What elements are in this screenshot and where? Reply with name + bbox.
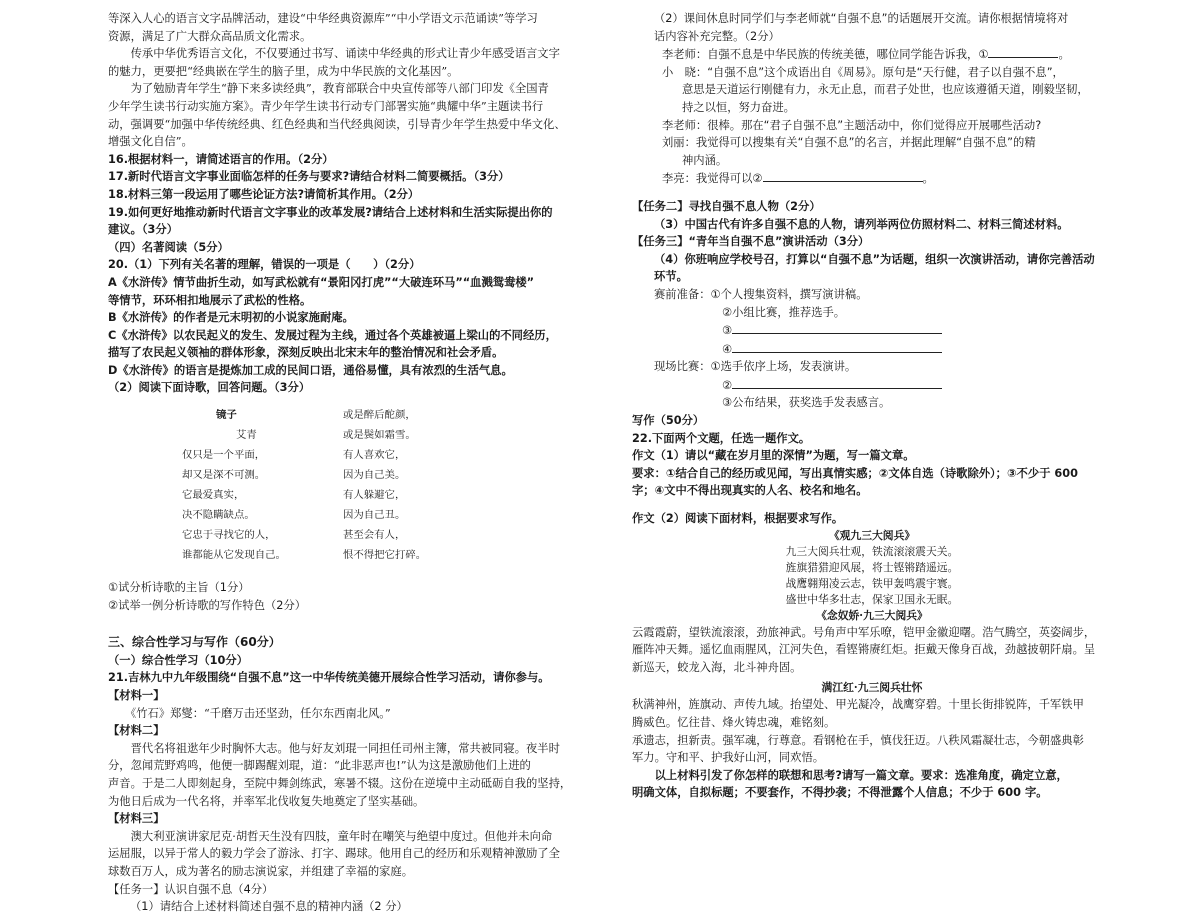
question-line: （2）课间休息时同学们与李老师就“自强不息”的话题展开交流。请你根据情境将对 — [654, 12, 1069, 25]
live-item-2: ② — [722, 378, 733, 392]
dialog-line — [632, 81, 1112, 99]
poem-left-line: 它忠于寻找它的人， — [182, 529, 276, 542]
question-20-line: （2）阅读下面诗歌，回答问题。（3分） — [108, 381, 311, 395]
dialog-line — [632, 45, 1112, 64]
intro-line: 增强文化自信”。 — [108, 135, 193, 149]
essay-2-intro: 作文（2）阅读下面材料，根据要求写作。 — [632, 512, 844, 526]
subsection-heading-learning: （一）综合性学习（10分） — [108, 653, 248, 667]
dialog-tail: 。 — [1058, 48, 1070, 62]
poem-line: 旌旗猎猎迎风展，将士铿锵踏遥远。 — [785, 560, 959, 574]
poem-mirror — [108, 405, 578, 565]
material-2-line: 分，忽闻荒野鸡鸣，他便一脚踢醒刘琨，道：“此非恶声也!”认为这是激励他们上进的 — [108, 759, 531, 773]
material-2-label: 【材料二】 — [108, 724, 165, 738]
question-20-line: C《水浒传》以农民起义的发生、发展过程为主线，通过各个英雄被逼上梁山的不同经历， — [108, 328, 557, 342]
intro-line: 为了勉励青年学生“静下来多读经典”，教育部联合中央宣传部等八部门印发《全国青 — [108, 82, 549, 96]
task-3-heading: 【任务三】“青年当自强不息”演讲活动（3分） — [632, 235, 870, 249]
question-line: 建议。（3分） — [108, 223, 178, 237]
material-intro-text — [108, 10, 578, 151]
poem-parade-2-text — [632, 624, 1112, 677]
intro-line: 传承中华优秀语言文化，不仅要通过书写、诵读中华经典的形式让青少年感受语言文字 — [108, 47, 560, 61]
poem-line: 云霞霞蔚，望铁流滚滚，劲旅神武。号角声中军乐嘹，铠甲金徽迎曙。浩气腾空，英姿阔步， — [632, 625, 1096, 639]
section-heading-classic-reading: （四）名著阅读（5分） — [108, 240, 229, 254]
task-2-question: （3）中国古代有许多自强不息的人物，请列举两位仿照材料二、材料三简述材料。 — [654, 217, 1069, 231]
poem-line: 战鹰翱翔凌云志，铁甲轰鸣震宇寰。 — [785, 576, 959, 590]
answer-blank[interactable] — [732, 321, 942, 334]
material-1-label: 【材料一】 — [108, 689, 165, 703]
material-1-text: 《竹石》郑燮：“千磨万击还坚劲，任尔东西南北风。” — [108, 706, 391, 720]
poem-right-line: 因为自己美。 — [343, 469, 406, 482]
question-21-2 — [632, 10, 1112, 45]
task-2-heading: 【任务二】寻找自强不息人物（2分） — [632, 199, 821, 213]
essay-1-line: 作文（1）请以“藏在岁月里的深情”为题，写一篇文章。 — [632, 449, 915, 463]
question-20-line: 等情节，环环相扣地展示了武松的性格。 — [108, 293, 312, 307]
poem-left-line: 谁都能从它发现自己。 — [182, 549, 286, 562]
poem-right-line: 因为自己丑。 — [343, 509, 406, 522]
dialog-line — [632, 117, 1112, 135]
material-2-line: 声音。于是二人即刻起身，至院中舞剑练武，寒暑不辍。这份在逆境中主动砥砺自我的坚持， — [108, 777, 572, 790]
poem-left-line: 它最爱真实， — [182, 489, 245, 502]
question-20-line: B《水浒传》的作者是元末明初的小说家施耐庵。 — [108, 311, 354, 325]
task-1-heading: 【任务一】认识自强不息（4分） — [108, 882, 274, 896]
poem-line: 承遗志，担新责。强军魂，行尊意。看钢枪在手，慎伐狂迈。八秩风霜凝壮志，今朝盛典彰 — [632, 733, 1084, 747]
left-column — [108, 10, 578, 916]
question-21-intro: 21.吉林九中九年级围绕“自强不息”这一中华传统美德开展综合性学习活动，请你参与。 — [108, 671, 550, 685]
material-2-line: 为他日后成为一代名将，并率军北伐收复失地奠定了坚实基础。 — [108, 794, 425, 808]
dialog-line — [632, 134, 1112, 152]
question-20-line: D《水浒传》的语言是提炼加工成的民间口语，通俗易懂，具有浓烈的生活气息。 — [108, 363, 513, 377]
task-1-question-1: （1）请结合上述材料简述自强不息的精神内涵（2 分） — [130, 900, 408, 914]
question-22: 22.下面两个文题，任选一题作文。 — [632, 431, 811, 445]
dialog-text: 神内涵。 — [682, 153, 728, 167]
question-line: 19.如何更好地推动新时代语言文字事业的改革发展?请结合上述材料和生活实际提出你的 — [108, 205, 553, 219]
material-3-line: 运屈服，以异于常人的毅力学会了游泳、打字、踢球。他用自己的经历和乐观精神激励了全 — [108, 847, 560, 861]
poem-line: 新巡天，蛟龙入海，北斗神舟固。 — [632, 660, 802, 674]
essay-1-line: 要求：①结合自己的经历或见闻，写出真情实感；②文体自选（诗歌除外）；③不少于 600 — [632, 466, 1078, 480]
live-steps — [632, 358, 1112, 412]
live-label: 现场比赛： — [654, 360, 711, 374]
poem-line: 秋满神州，旌旗动、声传九域。抬望处、甲光凝冷，战鹰穿碧。十里长街排锐阵，千军铁甲 — [632, 698, 1084, 712]
live-item-3: ③公布结果，获奖选手发表感言。 — [722, 396, 891, 410]
poem-left-line: 却又是深不可测。 — [182, 469, 266, 482]
answer-blank[interactable] — [732, 340, 942, 353]
dialog-text: 李亮：我觉得可以② — [662, 172, 763, 186]
poem-question-2: ②试举一例分析诗歌的写作特色（2分） — [108, 598, 307, 612]
essay-2-requirement-line: 以上材料引发了你怎样的联想和思考?请写一篇文章。要求：选准角度，确定立意， — [632, 768, 1068, 782]
material-3-label: 【材料三】 — [108, 812, 165, 826]
intro-line: 资源，满足了广大群众高品质文化需求。 — [108, 29, 312, 43]
intro-line: 少年学生读书行动实施方案》。青少年学生读书行动专门部署实施“典耀中华”主题读书行 — [108, 99, 544, 113]
dialog-text: 小 晓：“自强不息”这个成语出自《周易》。原句是“天行健，君子以自强不息”， — [662, 65, 1064, 79]
material-3-text — [108, 828, 578, 881]
answer-blank[interactable] — [763, 169, 923, 182]
prep-label: 赛前准备： — [654, 287, 711, 301]
questions-16-19 — [108, 151, 578, 239]
dialog-text: 刘丽：我觉得可以搜集有关“自强不息”的名言，并据此理解“自强不息”的精 — [662, 136, 1036, 150]
essay-2-requirements — [632, 767, 1112, 802]
poem-parade-3-title: 满江红·九三阅兵壮怀 — [821, 681, 923, 695]
poem-line: 盛世中华多壮志，保家卫国永无眠。 — [785, 592, 959, 606]
dialog-line — [632, 169, 1112, 188]
poem-question-1: ①试分析诗歌的主旨（1分） — [108, 581, 250, 595]
dialog-tail: 。 — [922, 172, 934, 186]
essay-1-prompt — [632, 447, 1112, 500]
intro-line: 动，强调要“加强中华传统经典、红色经典和当代经典阅读，引导青少年学生热爱中华文化、 — [108, 117, 566, 131]
material-2-text — [108, 740, 578, 810]
poem-line: 军力。守和平、护我好山河，同欢悟。 — [632, 751, 825, 765]
prep-item-4: ④ — [722, 342, 733, 356]
poem-parade-2 — [632, 608, 1112, 624]
poem-parade-1 — [632, 528, 1112, 608]
question-20-line: A《水浒传》情节曲折生动，如写武松就有“景阳冈打虎”“大破连环马”“血溅鸳鸯楼” — [108, 275, 535, 289]
dialog-line — [632, 99, 1112, 117]
poem-left-line: 决不隐瞒缺点。 — [182, 509, 255, 522]
question-20 — [108, 256, 578, 397]
section-heading-comprehensive: 三、综合性学习与写作（60分） — [108, 635, 281, 650]
question-20-line: 20.（1）下列有关名著的理解，错误的一项是（ ）（2分） — [108, 258, 421, 272]
prep-item-1: ①个人搜集资料，撰写演讲稿。 — [710, 287, 868, 301]
dialog-line — [632, 64, 1112, 82]
material-3-line: 澳大利亚演讲家尼克·胡哲天生没有四肢，童年时在嘲笑与绝望中度过。但他并未向命 — [108, 829, 553, 843]
poem-title: 镜子 — [216, 409, 237, 422]
dialog-line — [632, 152, 1112, 170]
prep-item-2: ②小组比赛，推荐选手。 — [722, 305, 846, 319]
poem-left-line: 仅只是一个平面， — [182, 449, 266, 462]
dialog-text: 李老师：自强不息是中华民族的传统美德，哪位同学能告诉我，① — [662, 48, 989, 62]
poem-right-line: 或是醉后酡颜， — [343, 409, 416, 422]
dialog-text: 李老师：很棒。那在“君子自强不息”主题活动中，你们觉得应开展哪些活动? — [662, 118, 1042, 132]
essay-1-line: 字；④文中不得出现真实的人名、校名和地名。 — [632, 484, 868, 498]
poem-line: 雁阵冲天舞。遥忆血雨腥风，江河失色，看铿锵赓红炬。拒戴天像身百战，劲越披朝阡扇。呈 — [632, 643, 1096, 657]
poem-line: 腾威色。忆往昔、烽火铸忠魂，难铭刻。 — [632, 716, 836, 729]
question-20-line: 描写了农民起义领袖的群体形象，深刻反映出北宋末年的整治情况和社会矛盾。 — [108, 346, 504, 360]
intro-line: 等深入人心的语言文字品牌活动，建设“中华经典资源库”“中小学语文示范诵读”等学习 — [108, 12, 538, 25]
poem-parade-2-title: 《念奴娇·九三大阅兵》 — [816, 608, 928, 622]
poem-right-line: 恨不得把它打碎。 — [343, 549, 427, 562]
poem-author: 艾青 — [236, 429, 257, 442]
dialog-text: 意思是天道运行刚健有力，永无止息，而君子处世，也应该遵循天道，刚毅坚韧， — [682, 83, 1089, 97]
task-3-line: （4）你班响应学校号召，打算以“自强不息”为话题，组织一次演讲活动，请你完善活动 — [654, 252, 1095, 266]
question-line: 18.材料三第一段运用了哪些论证方法?请简析其作用。（2分） — [108, 187, 420, 201]
poem-right-line: 或是鬓如霜雪。 — [343, 429, 416, 442]
dialog-text: 持之以恒，努力奋进。 — [682, 100, 795, 114]
material-3-line: 球数百万人，成为著名的励志演说家，并组建了幸福的家庭。 — [108, 864, 414, 878]
poem-line: 九三大阅兵壮观，铁流滚滚震天关。 — [785, 544, 959, 558]
prep-steps — [632, 286, 1112, 358]
poem-parade-3 — [632, 680, 1112, 696]
question-line: 17.新时代语言文字事业面临怎样的任务与要求?请结合材料二简要概括。（3分） — [108, 170, 510, 184]
task-3-line: 环节。 — [654, 270, 688, 284]
prep-item-3: ③ — [722, 324, 733, 338]
poem-right-line: 有人喜欢它， — [343, 449, 406, 462]
poem-parade-3-text — [632, 696, 1112, 766]
live-item-1: ①选手依序上场，发表演讲。 — [710, 360, 857, 374]
answer-blank[interactable] — [732, 376, 942, 389]
answer-blank[interactable] — [988, 45, 1058, 58]
poem-right-line: 甚至会有人， — [343, 529, 406, 542]
dialog-block — [632, 45, 1112, 188]
task-3-question — [632, 251, 1112, 286]
poem-right-line: 有人躲避它， — [343, 489, 406, 502]
poem-parade-1-title: 《观九三大阅兵》 — [828, 528, 916, 542]
question-line: 16.根据材料一，请简述语言的作用。（2分） — [108, 152, 334, 166]
intro-line: 的魅力，更要把“经典嵌在学生的脑子里，成为中华民族的文化基因”。 — [108, 64, 459, 78]
essay-2-requirement-line: 明确文体，自拟标题；不要套作，不得抄袭；不得泄露个人信息；不少于 600 字。 — [632, 786, 1048, 800]
question-line: 话内容补充完整。（2分） — [654, 29, 780, 43]
right-column — [632, 10, 1112, 802]
writing-heading: 写作（50分） — [632, 414, 705, 428]
material-2-line: 晋代名将祖逖年少时胸怀大志。他与好友刘琨一同担任司州主簿，常共被同寝。夜半时 — [108, 741, 560, 755]
